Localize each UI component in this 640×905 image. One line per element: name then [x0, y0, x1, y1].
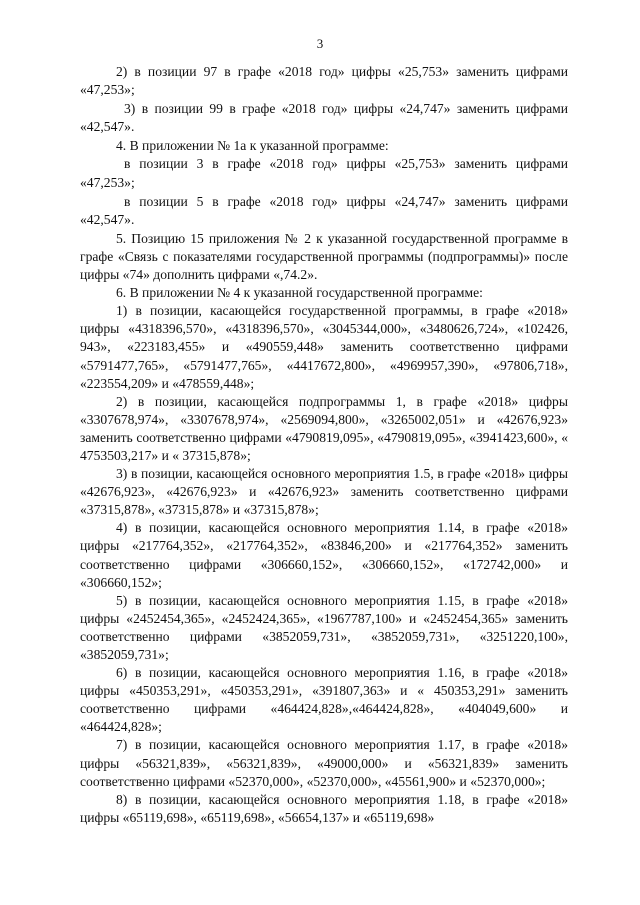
paragraph-measure-1-15: 5) в позиции, касающейся основного мероприятия 1.15, в графе «2018» цифры «2452454,365», «2452424,365», «1967787,100» и «2452454,365» заменить соответственно цифрами «3852059,731», «3852059,731», «3251220,100», «3852059,731»; [80, 592, 568, 662]
paragraph-item-99: 3) в позиции 99 в графе «2018 год» цифры «24,747» заменить цифрами «42,547». [80, 101, 568, 135]
paragraph-measure-1-16: 6) в позиции, касающейся основного мероприятия 1.16, в графе «2018» цифры «450353,291», «450353,291», «391807,363» и « 450353,291» заменить соответственно цифрами «464424,828»,«464424,828», «404049,600» и «464424,828»; [80, 665, 568, 735]
paragraph-position-3: в позиции 3 в графе «2018 год» цифры «25,753» заменить цифрами «47,253»; [80, 156, 568, 190]
page-number: 3 [316, 36, 324, 51]
document-body [80, 63, 568, 827]
paragraph-position-5: в позиции 5 в графе «2018 год» цифры «24,747» заменить цифрами «42,547». [80, 193, 568, 227]
paragraph-state-program: 1) в позиции, касающейся государственной программы, в графе «2018» цифры «4318396,570», «4318396,570», «3045344,000», «3480626,724», «102426, 943», «223183,455» и «490559,448» заменить соответственно цифрами «5791477,765», «5791477,765», «4417672,800», «4969957,390», «97806,718», «223554,209» и «478559,448»; [80, 303, 568, 391]
paragraph-section-5: 5. Позицию 15 приложения № 2 к указанной государственной программе в графе «Связь с показателями государственной программы (подпрограммы)» после цифры «74» дополнить цифрами «,74.2». [80, 230, 568, 283]
paragraph-measure-1-17: 7) в позиции, касающейся основного мероприятия 1.17, в графе «2018» цифры «56321,839», «56321,839», «49000,000» и «56321,839» заменить соответственно цифрами «52370,000», «52370,000», «45561,900» и «52370,000»; [80, 737, 568, 789]
paragraph-section-4: 4. В приложении № 1а к указанной программе: [116, 138, 389, 154]
paragraph-subprogram-1: 2) в позиции, касающейся подпрограммы 1, в графе «2018» цифры «3307678,974», «3307678,974», «2569094,800», «3265002,051» и «42676,923» заменить соответственно цифрами «4790819,095», «4790819,095», «3941423,600», « 4753503,217» и « 37315,878»; [80, 393, 568, 463]
paragraph-item-97: 2) в позиции 97 в графе «2018 год» цифры «25,753» заменить цифрами «47,253»; [80, 64, 568, 98]
paragraph-measure-1-18: 8) в позиции, касающейся основного мероприятия 1.18, в графе «2018» цифры «65119,698», «65119,698», «56654,137» и «65119,698» [80, 791, 568, 825]
paragraph-measure-1-14: 4) в позиции, касающейся основного мероприятия 1.14, в графе «2018» цифры «217764,352», «217764,352», «83846,200» и «217764,352» заменить соответственно цифрами «306660,152», «306660,152», «172742,000» и «306660,152»; [80, 520, 568, 590]
paragraph-measure-1-5: 3) в позиции, касающейся основного мероприятия 1.5, в графе «2018» цифры «42676,923», «42676,923» и «42676,923» заменить соответственно цифрами «37315,878», «37315,878» и «37315,878»; [80, 466, 568, 518]
paragraph-section-6: 6. В приложении № 4 к указанной государственной программе: [116, 285, 483, 301]
